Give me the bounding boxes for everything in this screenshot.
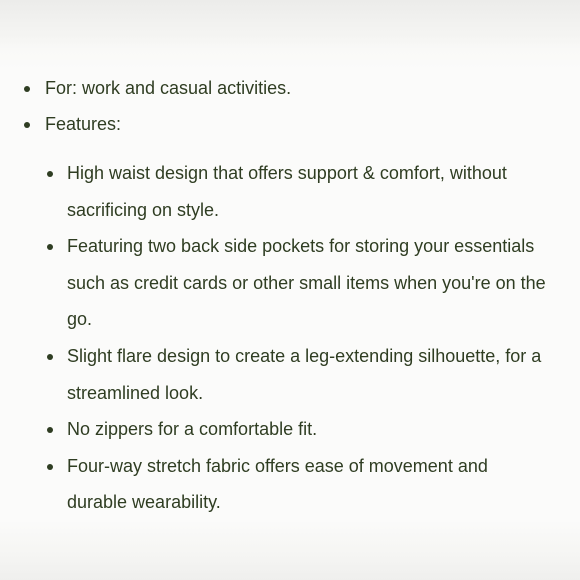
bullet-icon — [47, 354, 53, 360]
list-item-for — [0, 70, 580, 106]
bullet-icon — [47, 464, 53, 470]
feature-line: durable wearability. — [67, 492, 221, 513]
list-item-features — [0, 106, 580, 142]
feature-line: streamlined look. — [67, 382, 204, 403]
bullet-icon — [47, 171, 53, 177]
feature-item — [0, 448, 580, 521]
feature-line: go. — [67, 309, 93, 330]
description-content — [0, 70, 580, 513]
feature-line: Featuring two back side pockets for storing your essentials — [67, 236, 535, 257]
feature-line: Slight flare design to create a leg-extending silhouette, for a — [67, 345, 542, 366]
feature-item — [0, 228, 580, 338]
feature-line: High waist design that offers support & comfort, without — [67, 163, 507, 183]
top-shadow-band — [0, 0, 580, 48]
feature-item — [0, 155, 580, 228]
feature-item — [0, 411, 580, 448]
features-list — [0, 155, 580, 521]
bullet-icon — [47, 427, 53, 433]
bullet-icon — [24, 122, 30, 128]
bullet-icon — [47, 244, 53, 250]
bullet-icon — [24, 86, 30, 92]
feature-item — [0, 338, 580, 411]
feature-line: No zippers for a comfortable fit. — [67, 419, 318, 440]
feature-line: sacrificing on style. — [67, 199, 220, 220]
feature-line: such as credit cards or other small items when you're on the — [67, 272, 546, 293]
description-list — [0, 70, 580, 142]
features-label: Features: — [45, 114, 122, 134]
feature-line: Four-way stretch fabric offers ease of movement and — [67, 455, 488, 476]
for-text: For: work and casual activities. — [45, 78, 292, 98]
